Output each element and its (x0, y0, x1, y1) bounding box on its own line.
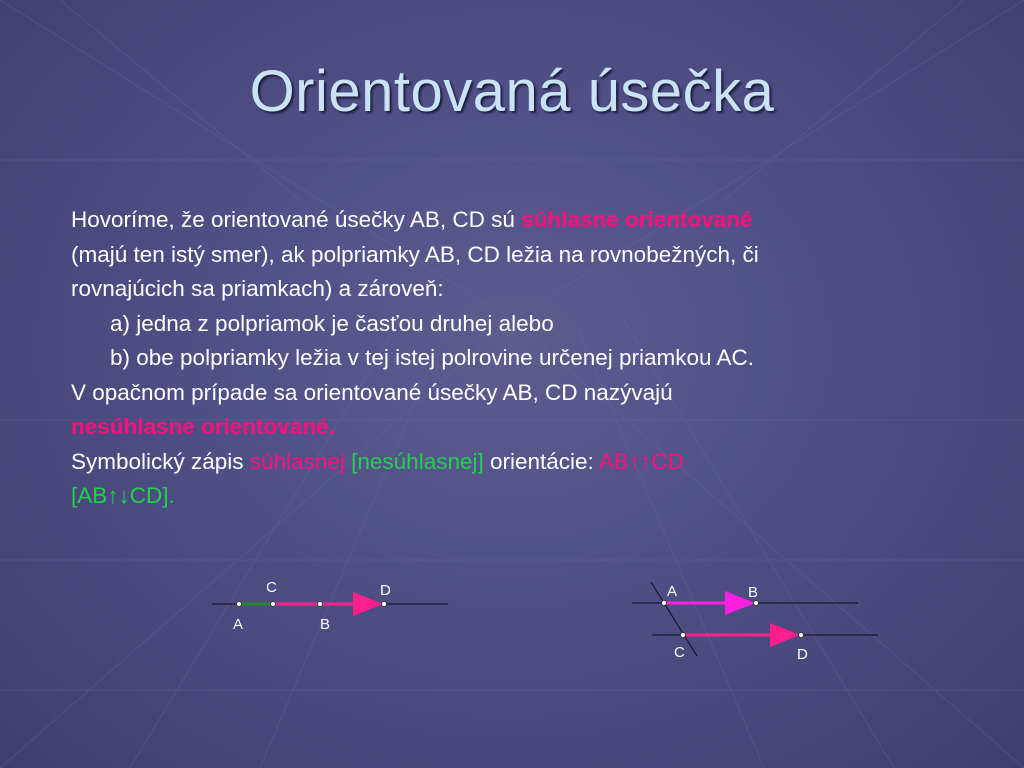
paragraph-line (71, 479, 971, 514)
text-span: orientácie: (483, 448, 599, 474)
paragraph-line (71, 203, 971, 238)
point-a (662, 601, 667, 606)
text-span: Symbolický zápis (71, 448, 250, 474)
point-b (754, 601, 759, 606)
point-c (681, 633, 686, 638)
list-item-a: a) jedna z polpriamok je časťou druhej alebo (110, 310, 554, 336)
highlight-nesuhlasnej: [nesúhlasnej] (344, 448, 484, 474)
label-a: A (233, 616, 244, 633)
figure-collinear-segments (200, 570, 460, 640)
label-c: C (266, 579, 277, 596)
highlight-nesuhlasne: nesúhlasne orientované. (71, 414, 335, 439)
point-d (382, 602, 387, 607)
notation-opposite-direction: [AB↑↓CD]. (71, 483, 175, 508)
label-b: B (748, 584, 759, 601)
point-b (318, 602, 323, 607)
figure-parallel-segments (620, 570, 890, 670)
slide-body (71, 203, 971, 514)
highlight-suhlasnej: súhlasnej (249, 448, 345, 474)
paragraph-line: (majú ten istý smer), ak polpriamky AB, CD ležia na rovnobežných, či (71, 241, 759, 267)
slide-title: Orientovaná úsečka (249, 59, 775, 124)
label-d: D (380, 582, 391, 599)
point-d (799, 633, 804, 638)
point-a (237, 602, 242, 607)
paragraph-line: rovnajúcich sa priamkach) a zároveň: (71, 276, 444, 301)
text-span: Hovoríme, že orientované úsečky AB, CD sú (71, 207, 522, 232)
point-c (271, 602, 276, 607)
paragraph-line: V opačnom prípade sa orientované úsečky AB, CD nazývajú (71, 379, 673, 405)
label-c: C (674, 644, 685, 661)
label-a: A (667, 583, 678, 600)
label-b: B (320, 616, 331, 633)
paragraph-line (71, 445, 971, 480)
notation-same-direction: AB↑↑CD (598, 448, 684, 474)
label-d: D (797, 646, 808, 663)
paragraph-line (71, 410, 971, 445)
highlight-suhlasne: súhlasne orientované (521, 207, 753, 232)
list-item-b: b) obe polpriamky ležia v tej istej polrovine určenej priamkou AC. (110, 345, 755, 370)
